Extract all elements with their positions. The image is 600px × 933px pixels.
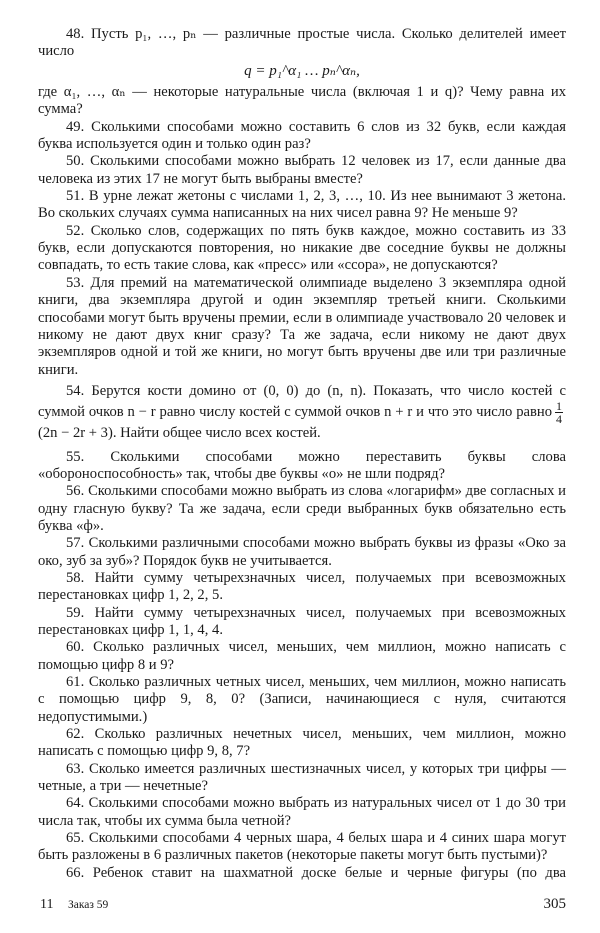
- fraction: [555, 400, 563, 425]
- problem-text: Сколькими способами можно переставить буквы слова «обороноспособность» так, чтобы две буквы «о» не шли подряд?: [38, 448, 566, 482]
- problem-64: [38, 795, 566, 830]
- page-number: 305: [543, 896, 566, 913]
- problem-number: 66.: [66, 864, 85, 881]
- problem-number: 63.: [66, 760, 85, 777]
- problem-number: 50.: [66, 153, 85, 170]
- problem-65: [38, 830, 566, 865]
- problem-61: [38, 674, 566, 726]
- problem-text: Сколько различных чисел, меньших, чем миллион, можно написать с помощью цифр 8 и 9?: [38, 639, 566, 673]
- problem-text: Сколькими способами можно выбрать 12 человек из 17, если данные два человека из этих 17 не могут быть выбраны вместе?: [38, 153, 566, 187]
- problem-55: [38, 449, 566, 484]
- problem-58: [38, 570, 566, 605]
- problem-text: Сколькими способами можно выбрать из натуральных чисел от 1 до 30 три числа так, чтобы их сумма была четной?: [38, 795, 566, 829]
- problem-60: [38, 639, 566, 674]
- problem-number: 61.: [66, 674, 85, 691]
- problem-number: 48.: [66, 26, 85, 42]
- problem-text: Сколько слов, содержащих по пять букв каждое, можно составить из 33 букв, если допускаются повторения, но никакие две соседние буквы не должны совпадать, то есть такие слова, как «пресс» или «ссора», не допускаются?: [38, 222, 567, 274]
- problem-49: [38, 119, 566, 154]
- problem-57: [38, 535, 566, 570]
- problem-number: 64.: [66, 795, 85, 812]
- problem-text: Пусть p₁, …, pₙ — различные простые числа. Сколько делителей имеет число: [38, 26, 566, 60]
- problem-text-end: (2n − 2r + 3). Найти общее число всех костей.: [38, 425, 321, 442]
- problem-number: 54.: [66, 382, 85, 399]
- print-order: Заказ 59: [68, 899, 109, 912]
- problem-66: [38, 865, 566, 882]
- formula: q = p₁^α₁ … pₙ^αₙ,: [244, 62, 360, 79]
- problem-number: 59.: [66, 604, 85, 621]
- problem-number: 56.: [66, 483, 85, 500]
- problem-59: [38, 605, 566, 640]
- problem-62: [38, 726, 566, 761]
- problem-number: 51.: [66, 188, 85, 205]
- problem-text: Найти сумму четырехзначных чисел, получаемых при всевозможных перестановках цифр 1, 1, 4, 4.: [38, 604, 566, 638]
- problem-text: Сколько различных нечетных чисел, меньших, чем миллион, можно написать с помощью цифр 9, 8, 7?: [38, 726, 566, 760]
- problem-text: Найти сумму четырехзначных чисел, получаемых при всевозможных перестановках цифр 1, 2, 2, 5.: [38, 569, 566, 604]
- problem-number: 57.: [66, 535, 85, 552]
- fraction-numerator: 1: [556, 399, 562, 414]
- problem-number: 58.: [66, 569, 85, 586]
- problem-text: Сколькими различными способами можно выбрать буквы из фразы «Око за око, зуб за зуб»? Порядок букв не учитывается.: [38, 535, 566, 569]
- problem-text: В урне лежат жетоны с числами 1, 2, 3, …, 10. Из нее вынимают 3 жетона. Во скольких случаях сумма написанных на них чисел равна 9? Не меньше 9?: [38, 188, 566, 222]
- problem-number: 62.: [66, 726, 85, 743]
- problem-48: [38, 26, 566, 61]
- problem-number: 65.: [66, 830, 85, 847]
- problem-48-continuation: где α₁, …, αₙ — некоторые натуральные числа (включая 1 и q)? Чему равна их сумма?: [38, 84, 566, 118]
- problem-63: [38, 761, 566, 796]
- problem-number: 49.: [66, 118, 85, 135]
- page-footer: [40, 896, 566, 913]
- problem-text: Сколькими способами можно выбрать из слова «логарифм» две согласных и одну гласную букву? Та же задача, если среди выбранных букв обязательно есть буква «ф».: [38, 483, 566, 534]
- signature-mark: 11: [40, 897, 54, 913]
- problem-text: Сколькими способами можно составить 6 слов из 32 букв, если каждая буква используется один и только один раз?: [38, 118, 566, 153]
- problem-text: Ребенок ставит на шахматной доске белые и черные фигуры (по два: [92, 864, 566, 881]
- problem-text: Сколькими способами 4 черных шара, 4 белых шара и 4 синих шара могут быть разложены в 6 различных пакетов (некоторые пакеты могут быть пустыми)?: [38, 830, 566, 864]
- problem-number: 60.: [66, 639, 85, 656]
- problem-number: 55.: [66, 448, 85, 465]
- problem-54: [38, 383, 566, 443]
- problem-50: [38, 153, 566, 188]
- problem-53: [38, 275, 566, 379]
- problem-52: [38, 223, 566, 275]
- problem-text: Для премий на математической олимпиаде выделено 3 экземпляра одной книги, два экземпляра другой и один экземпляр третьей книги. Сколькими способами могут быть вручены премии, если в олимпиаде участвовало 20 человек и никому не дают двух книг сразу? Та же задача, если никому не дают двух экземпляров одной и той же книги, но могут быть вручены две или три различные книги.: [38, 274, 566, 378]
- problem-number: 53.: [66, 274, 85, 291]
- problem-51: [38, 188, 566, 223]
- page-body: [38, 0, 566, 882]
- problem-text: Сколько различных четных чисел, меньших, чем миллион, можно написать с помощью цифр 9, 8, 0? (Записи, начинающиеся с нуля, считаются недопустимыми.): [38, 674, 567, 725]
- problem-text: Берутся кости домино от (0, 0) до (n, n). Показать, что число костей с суммой очков n − r равно числу костей с суммой очков n + r и что это число равно: [38, 382, 566, 421]
- problem-number: 52.: [66, 222, 85, 239]
- problem-56: [38, 483, 566, 535]
- problem-text: Сколько имеется различных шестизначных чисел, у которых три цифры — четные, а три — нечетные?: [38, 760, 566, 795]
- fraction-denominator: 4: [556, 412, 562, 427]
